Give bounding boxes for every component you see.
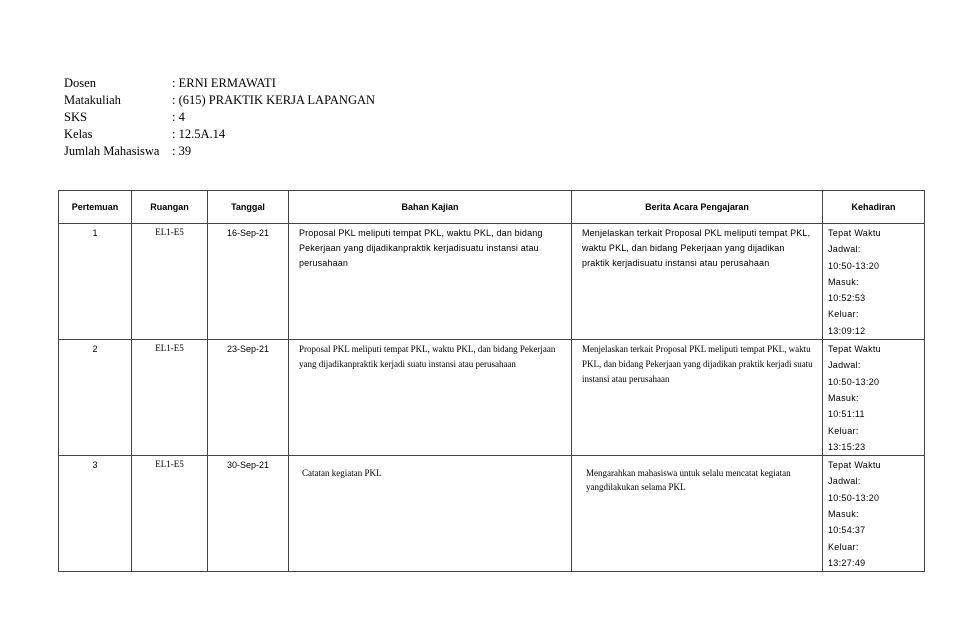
kehadiran-cell xyxy=(823,224,925,340)
jumlah-row xyxy=(64,143,375,160)
course-header xyxy=(64,75,375,160)
kehadiran-jadwal-value: 10:50-13:20 xyxy=(828,376,880,387)
column-header: Kehadiran xyxy=(823,191,925,224)
table-row xyxy=(59,224,925,340)
kehadiran-jadwal-label: Jadwal: xyxy=(828,244,861,255)
tanggal-cell: 16-Sep-21 xyxy=(208,224,289,340)
column-header: Berita Acara Pengajaran xyxy=(572,191,823,224)
ruangan-cell: EL1-E5 xyxy=(132,224,208,340)
sks-label: SKS xyxy=(64,110,87,124)
kehadiran-jadwal-value: 10:50-13:20 xyxy=(828,492,880,503)
kehadiran-jadwal-label: Jadwal: xyxy=(828,360,861,371)
kehadiran-keluar-label: Keluar: xyxy=(828,541,859,552)
sks-value: : 4 xyxy=(172,110,185,124)
kehadiran-masuk-value: 10:51:11 xyxy=(828,409,865,420)
kehadiran-keluar-label: Keluar: xyxy=(828,425,859,436)
pertemuan-cell: 3 xyxy=(59,456,132,572)
dosen-value: : ERNI ERMAWATI xyxy=(172,76,276,90)
kehadiran-masuk-value: 10:52:53 xyxy=(828,293,866,304)
kehadiran-status: Tepat Waktu xyxy=(828,460,881,471)
kehadiran-keluar-value: 13:15:23 xyxy=(828,441,866,452)
kehadiran-cell xyxy=(823,340,925,456)
kehadiran-keluar-value: 13:09:12 xyxy=(828,325,866,336)
berita-acara-cell: Menjelaskan terkait Proposal PKL meliputi tempat PKL, waktu PKL, dan bidang Pekerjaan yang dijadikan praktik kerjadisuatu instansi atau perusahaan xyxy=(572,224,823,340)
bahan-kajian-cell: Proposal PKL meliputi tempat PKL, waktu PKL, dan bidang Pekerjaan yang dijadikanpraktik kerjadisuatu instansi atau perusahaan xyxy=(289,224,572,340)
ruangan-cell: EL1-E5 xyxy=(132,340,208,456)
kehadiran-cell xyxy=(823,456,925,572)
tanggal-cell: 30-Sep-21 xyxy=(208,456,289,572)
jumlah-label: Jumlah Mahasiswa xyxy=(64,144,160,158)
bahan-kajian-cell: Catatan kegiatan PKL xyxy=(289,456,572,572)
jumlah-value: : 39 xyxy=(172,144,192,158)
kehadiran-status: Tepat Waktu xyxy=(828,344,881,355)
table-row xyxy=(59,340,925,456)
column-header: Bahan Kajian xyxy=(289,191,572,224)
berita-acara-cell: Mengarahkan mahasiswa untuk selalu mencatat kegiatan yangdilakukan selama PKL xyxy=(572,456,823,572)
kehadiran-keluar-value: 13:27:49 xyxy=(828,557,866,568)
table-header-row xyxy=(59,191,925,224)
table-row xyxy=(59,456,925,572)
berita-acara-cell: Menjelaskan terkait Proposal PKL meliputi tempat PKL, waktu PKL, dan bidang Pekerjaan yang dijadikan praktik kerjadi suatu instansi atau perusahaan xyxy=(572,340,823,456)
column-header: Ruangan xyxy=(132,191,208,224)
ruangan-cell: EL1-E5 xyxy=(132,456,208,572)
bahan-kajian-cell: Proposal PKL meliputi tempat PKL, waktu PKL, dan bidang Pekerjaan yang dijadikanpraktik kerjadi suatu instansi atau perusahaan xyxy=(289,340,572,456)
dosen-row xyxy=(64,75,375,92)
pertemuan-cell: 1 xyxy=(59,224,132,340)
kehadiran-status: Tepat Waktu xyxy=(828,228,881,238)
kelas-label: Kelas xyxy=(64,127,93,141)
kehadiran-masuk-label: Masuk: xyxy=(828,509,859,520)
kelas-value: : 12.5A.14 xyxy=(172,127,226,141)
kehadiran-jadwal-label: Jadwal: xyxy=(828,476,861,487)
matakuliah-row xyxy=(64,92,375,109)
kehadiran-keluar-label: Keluar: xyxy=(828,309,859,320)
column-header: Tanggal xyxy=(208,191,289,224)
tanggal-cell: 23-Sep-21 xyxy=(208,340,289,456)
matakuliah-value: : (615) PRAKTIK KERJA LAPANGAN xyxy=(172,93,376,107)
attendance-table xyxy=(58,190,925,572)
matakuliah-label: Matakuliah xyxy=(64,93,121,107)
kehadiran-jadwal-value: 10:50-13:20 xyxy=(828,260,880,271)
kehadiran-masuk-label: Masuk: xyxy=(828,392,859,403)
sks-row xyxy=(64,109,375,126)
kelas-row xyxy=(64,126,375,143)
kehadiran-masuk-label: Masuk: xyxy=(828,276,859,287)
dosen-label: Dosen xyxy=(64,76,96,90)
pertemuan-cell: 2 xyxy=(59,340,132,456)
kehadiran-masuk-value: 10:54:37 xyxy=(828,525,866,536)
column-header: Pertemuan xyxy=(59,191,132,224)
